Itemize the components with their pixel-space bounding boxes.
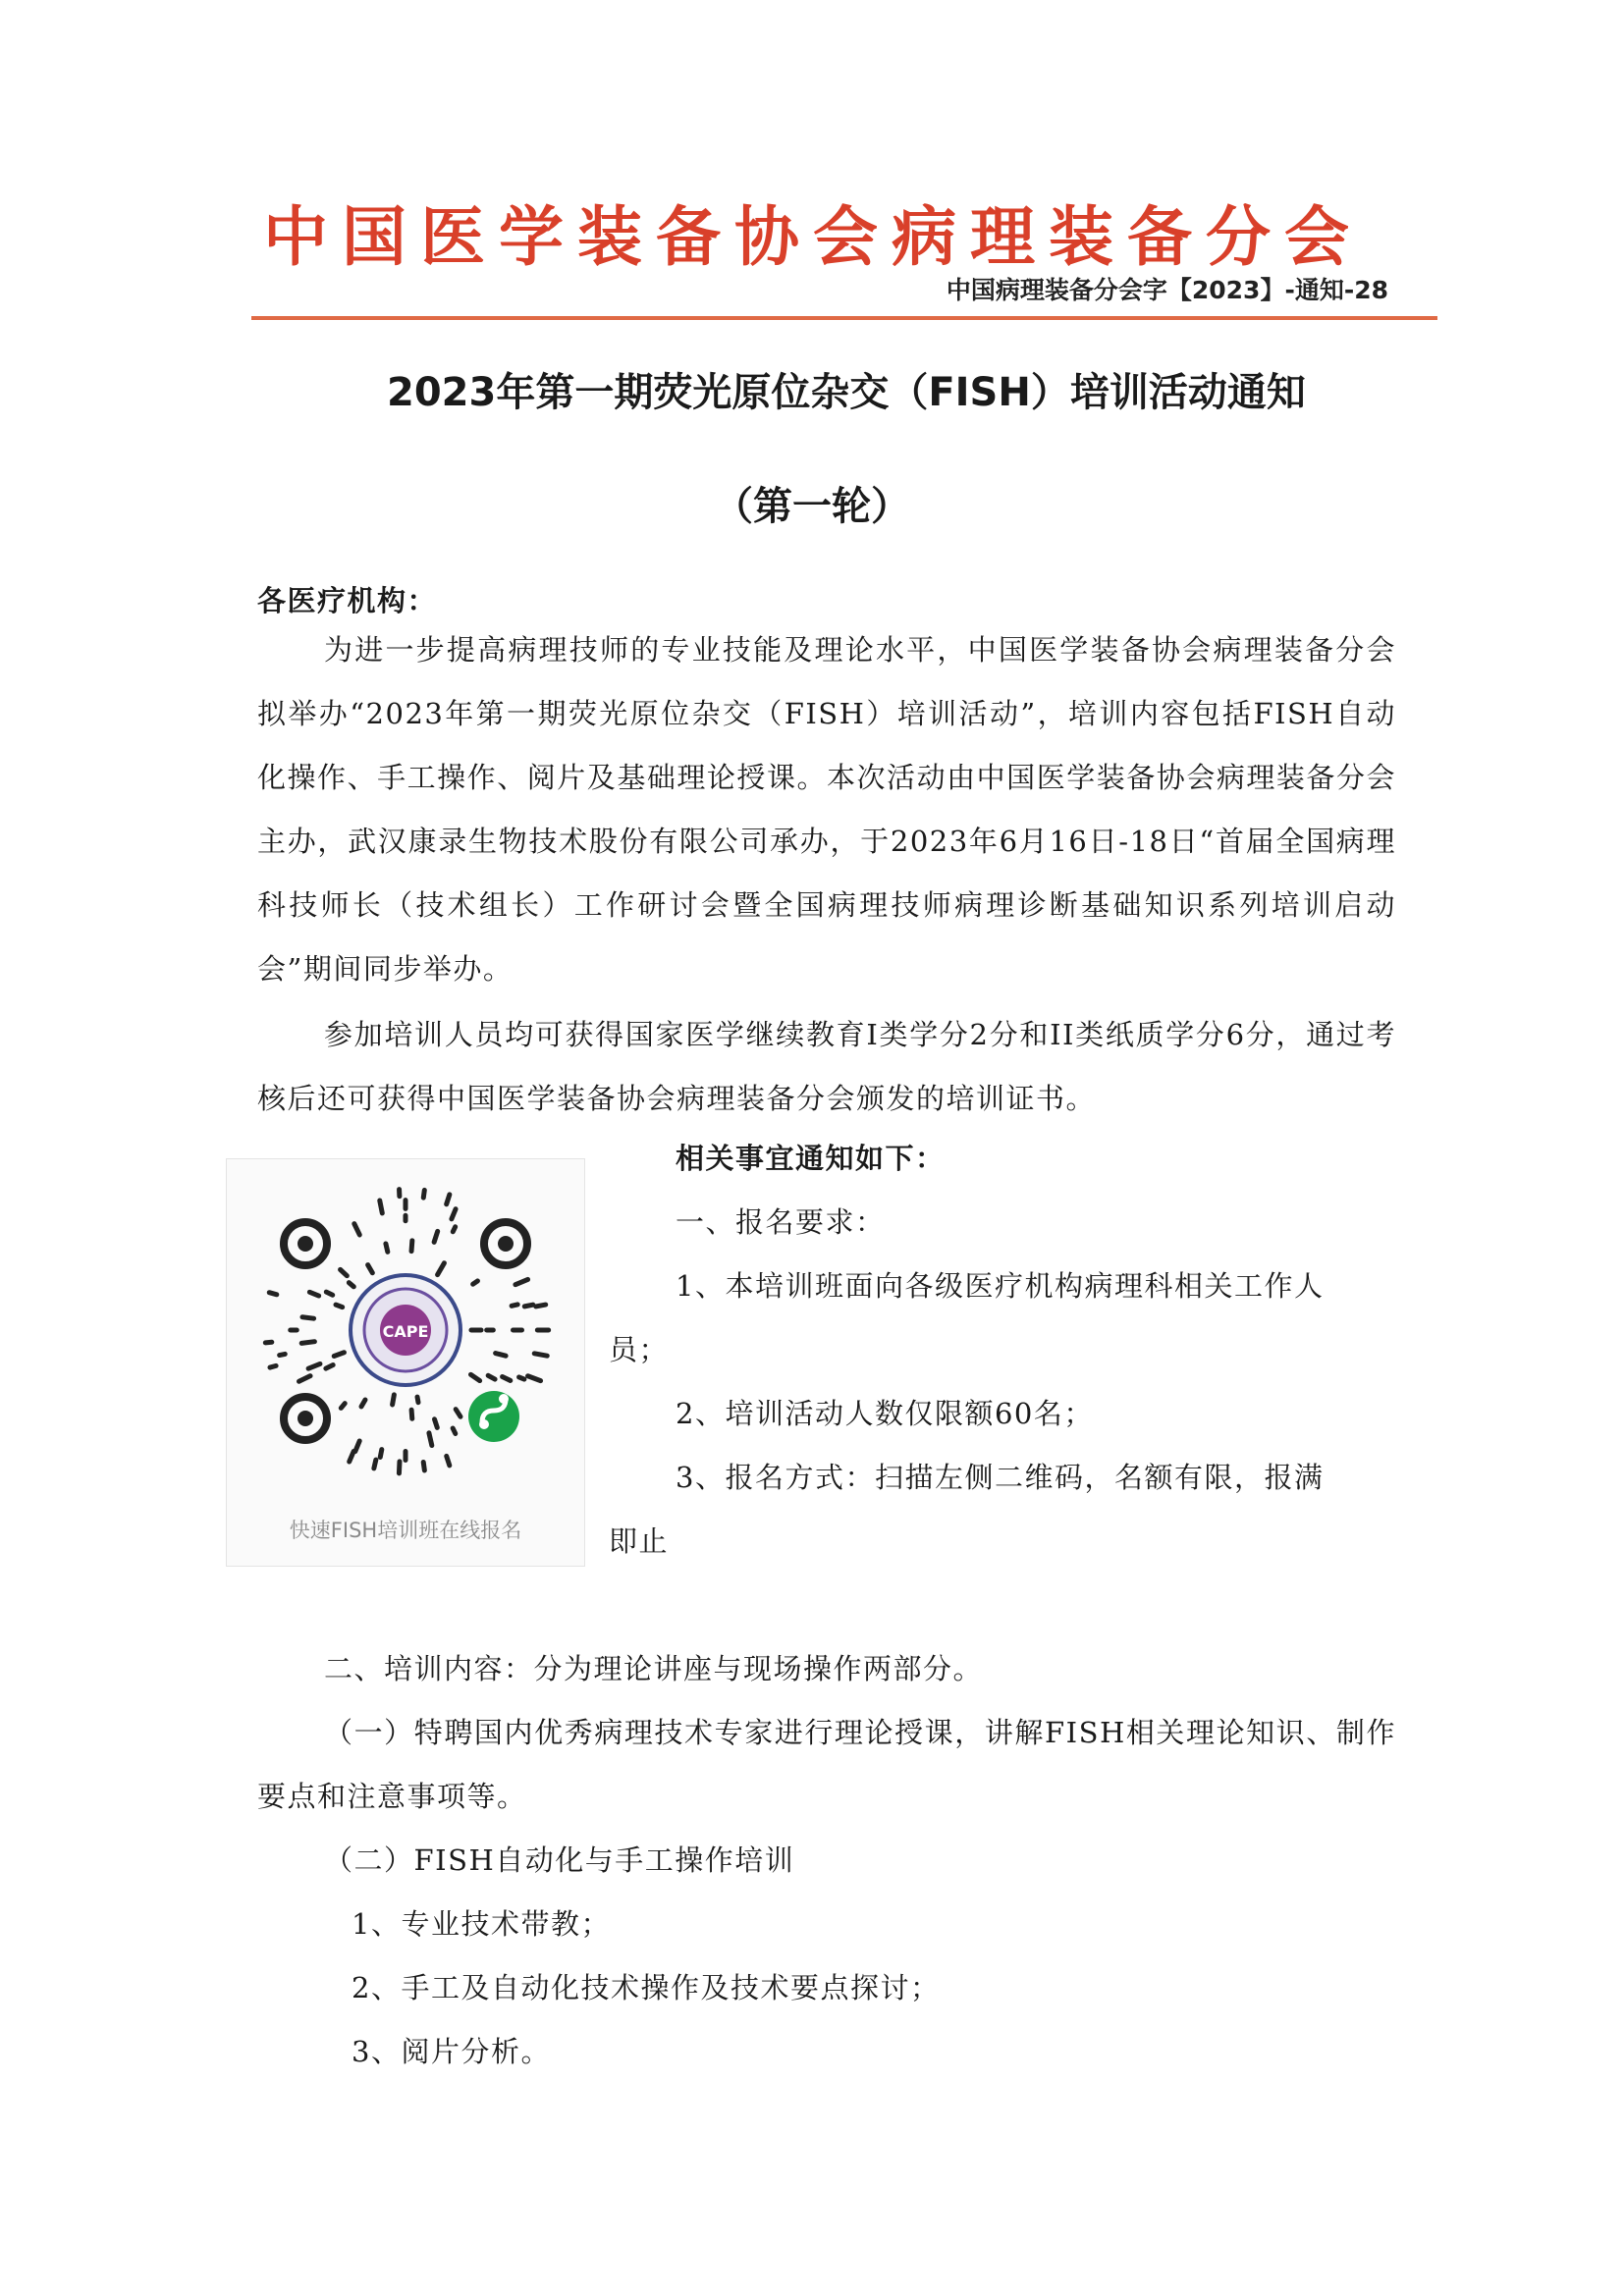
qr-code[interactable] [258,1183,553,1477]
qr-module [515,1279,528,1284]
qr-module [435,1419,438,1428]
requirement-3-line-2: 即止 [609,1524,670,1558]
cape-logo-icon [351,1275,460,1385]
qr-module [524,1305,533,1307]
qr-module [438,1263,445,1275]
svg-text:CAPE: CAPE [382,1322,429,1341]
qr-module [503,1376,511,1380]
qr-caption: 快速FISH培训班在线报名 [289,1519,522,1542]
qr-module [447,1195,450,1204]
qr-module [380,1450,382,1458]
qr-module [350,1451,354,1462]
qr-module [470,1374,479,1380]
part-1-paragraph: （一）特聘国内优秀病理技术专家进行理论授课，讲解FISH相关理论知识、制作要点和注意事项等。 [257,1716,1396,1813]
qr-module [528,1376,541,1381]
qr-module [308,1363,320,1368]
qr-module [386,1244,388,1252]
qr-module [536,1305,546,1307]
qr-module [301,1342,314,1344]
qr-module [355,1441,359,1452]
section-1-heading: 一、报名要求： [676,1205,886,1239]
org-header-title: 中国医学装备协会病理装备分会 [263,199,1363,275]
qr-module [368,1265,373,1273]
qr-module [453,1227,455,1232]
qr-module [280,1354,286,1355]
qr-module [456,1410,460,1417]
qr-module [380,1201,383,1213]
matters-heading: 相关事宜通知如下： [676,1142,946,1175]
qr-module [473,1281,478,1284]
section-2-heading: 二、培训内容：分为理论讲座与现场操作两部分。 [324,1652,984,1685]
qr-module [417,1397,418,1403]
intro-paragraph: 为进一步提高病理技师的专业技能及理论水平，中国医学装备协会病理装备分会拟举办“2023年第一期荧光原位杂交（FISH）培训活动”，培训内容包括FISH自动化操作、手工操作、阅片及基础理论授课。本次活动由中国医学装备协会病理装备分会主办，武汉康录生物技术股份有限公司承办，于2023年6月16日-18日“首届全国病理科技师长（技术组长）工作研讨会暨全国病理技师病理诊断基础知识系列培训启动会”期间同步举办。 [257,633,1396,986]
qr-module [447,1456,450,1466]
qr-module [453,1428,456,1434]
requirement-1-line-2: 员； [609,1333,670,1366]
qr-module [326,1292,332,1295]
notice-round: （第一轮） [714,484,910,529]
training-item-3: 3、阅片分析。 [352,2035,551,2068]
qr-module [299,1376,311,1382]
qr-module [512,1305,517,1306]
header-divider [251,316,1437,320]
training-item-2: 2、手工及自动化技术操作及技术要点探讨； [352,1971,941,2004]
qr-module [334,1353,344,1357]
training-item-1: 1、专业技术带教； [352,1907,611,1941]
salutation: 各医疗机构： [257,584,438,617]
qr-module [434,1231,438,1242]
qr-module [519,1377,524,1379]
qr-module [349,1283,353,1287]
qr-module [326,1365,333,1369]
qr-module [534,1354,547,1356]
qr-module [341,1269,348,1275]
qr-module [429,1433,432,1446]
qr-module [302,1317,314,1318]
qr-module [361,1400,365,1407]
qr-module [341,1404,345,1409]
qr-module [496,1354,506,1357]
finder-top-right-icon [484,1222,527,1265]
requirement-3-line-1: 3、报名方式：扫描左侧二维码，名额有限，报满 [676,1461,1325,1494]
credits-paragraph: 参加培训人员均可获得国家医学继续教育I类学分2分和II类纸质学分6分，通过考核后还可获得中国医学装备协会病理装备分会颁发的培训证书。 [257,1018,1396,1115]
qr-module [399,1462,400,1473]
qr-code-card[interactable] [226,1158,585,1567]
requirement-1-line-1: 1、本培训班面向各级医疗机构病理科相关工作人 [676,1269,1325,1303]
qr-module [336,1305,343,1307]
finder-bottom-left-icon [284,1397,327,1440]
qr-module [423,1463,424,1470]
qr-module [309,1292,318,1296]
qr-module [452,1209,456,1219]
qr-module [269,1293,277,1295]
qr-module [423,1190,424,1198]
qr-module [411,1410,412,1418]
finder-top-left-icon [284,1222,327,1265]
mini-program-icon [468,1391,519,1442]
qr-module [265,1342,271,1343]
qr-module [354,1224,359,1235]
qr-module [488,1375,495,1379]
document-number: 中国病理装备分会字【2023】-通知-28 [946,276,1388,304]
qr-module [393,1395,395,1405]
part-2-heading: （二）FISH自动化与手工操作培训 [324,1843,795,1877]
notice-title: 2023年第一期荧光原位杂交（FISH）培训活动通知 [387,370,1306,415]
qr-module [374,1460,376,1468]
qr-module [411,1241,412,1252]
requirement-2: 2、培训活动人数仅限额60名； [676,1397,1094,1430]
qr-module [270,1365,276,1367]
